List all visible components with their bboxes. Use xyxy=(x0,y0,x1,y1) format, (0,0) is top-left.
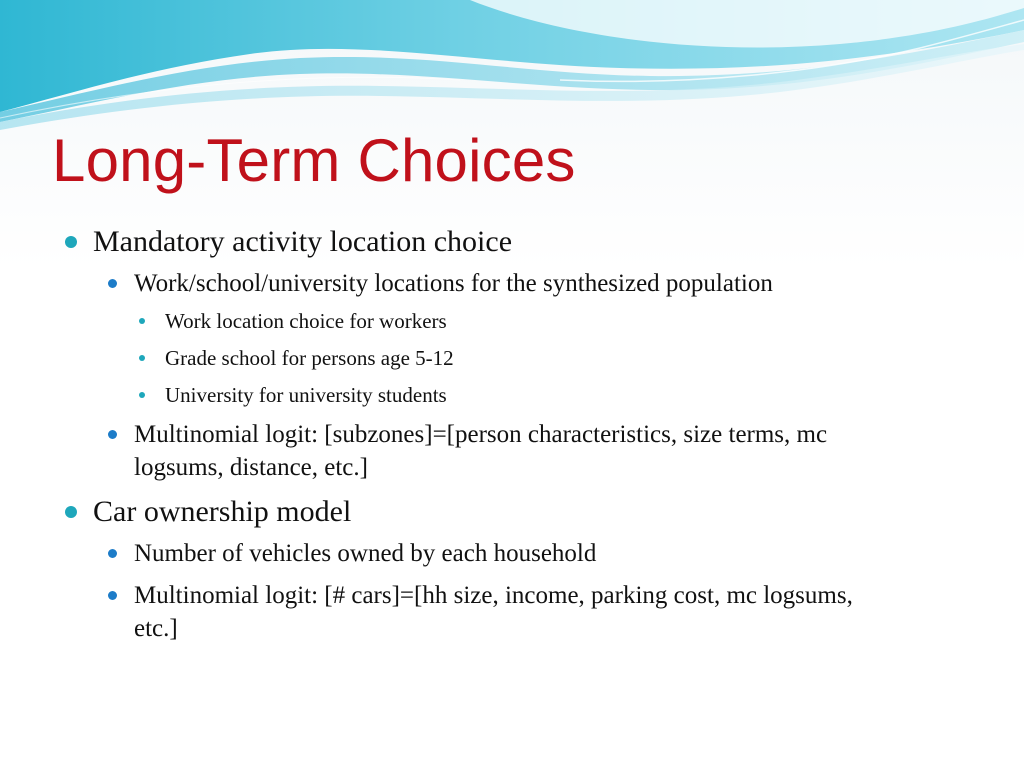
bullet-item-level2 xyxy=(60,537,894,570)
small-teal-dot-bullet-icon xyxy=(139,318,145,324)
bullet-item-level2 xyxy=(60,579,894,645)
bullet-text: Work location choice for workers xyxy=(165,309,447,333)
bullet-text: University for university students xyxy=(165,383,447,407)
bullet-item-level1 xyxy=(60,492,960,532)
bullet-text: Work/school/university locations for the synthesized population xyxy=(134,270,773,297)
bullet-list xyxy=(60,222,960,645)
bullet-item-level1 xyxy=(60,222,960,262)
blue-dot-bullet-icon xyxy=(108,430,117,439)
bullet-item-level3 xyxy=(60,345,960,371)
teal-dot-bullet-icon xyxy=(65,506,77,518)
blue-dot-bullet-icon xyxy=(108,591,117,600)
bullet-text: Car ownership model xyxy=(93,495,352,528)
teal-dot-bullet-icon xyxy=(65,236,77,248)
bullet-item-level3 xyxy=(60,382,960,408)
bullet-item-level2 xyxy=(60,267,894,300)
small-teal-dot-bullet-icon xyxy=(139,355,145,361)
blue-dot-bullet-icon xyxy=(108,279,117,288)
blue-dot-bullet-icon xyxy=(108,549,117,558)
bullet-item-level2 xyxy=(60,418,894,484)
bullet-item-level3 xyxy=(60,308,960,334)
bullet-text: Mandatory activity location choice xyxy=(93,225,513,258)
bullet-text: Grade school for persons age 5-12 xyxy=(165,346,454,370)
bullet-text: Number of vehicles owned by each household xyxy=(134,540,597,567)
bullet-text: Multinomial logit: [subzones]=[person characteristics, size terms, mc logsums, distance, etc.] xyxy=(134,421,828,481)
bullet-text: Multinomial logit: [# cars]=[hh size, income, parking cost, mc logsums, etc.] xyxy=(134,582,853,642)
wave-header-decoration xyxy=(0,0,1024,130)
small-teal-dot-bullet-icon xyxy=(139,392,145,398)
slide-title: Long-Term Choices xyxy=(52,127,576,194)
